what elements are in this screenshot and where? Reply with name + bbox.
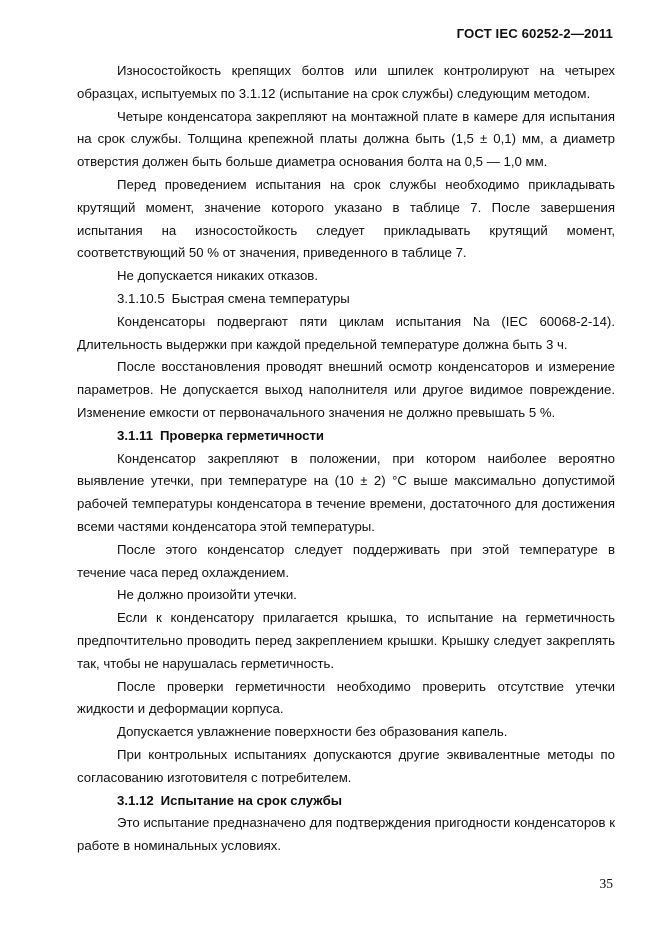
section-heading-3-1-11 [77, 425, 615, 448]
section-number: 3.1.12 [117, 792, 154, 808]
paragraph-no-leak: Не должно произойти утечки. [117, 587, 297, 603]
section-heading-3-1-12 [77, 790, 615, 813]
section-title: Быстрая смена температуры [171, 290, 350, 306]
paragraph-temperature-cycles: Конденсаторы подвергают пяти циклам испытания Na (IEC 60068-2-14). Длительность выдержки при каждой предельной температуре должна быть 3 ч. [77, 313, 615, 352]
document-header [457, 26, 613, 41]
paragraph-equivalent-methods: При контрольных испытаниях допускаются другие эквивалентные методы по согласованию изготовителя с потребителем. [77, 746, 615, 785]
page-number: 35 [599, 876, 613, 891]
paragraph-life-test-purpose: Это испытание предназначено для подтверждения пригодности конденсаторов к работе в номинальных условиях. [77, 815, 615, 854]
paragraph-hold-temperature: После этого конденсатор следует поддерживать при этой температуре в течение часа перед охлаждением. [77, 541, 615, 580]
standard-id: ГОСТ IEC 60252-2—2011 [456, 26, 613, 41]
paragraph-torque: Перед проведением испытания на срок службы необходимо прикладывать крутящий момент, значение которого указано в таблице 7. После завершения испытания на износостойкость следует прикладывать крутящий момент, соответствующий 50 % от значения, приведенного в таблице 7. [77, 176, 615, 261]
paragraph-no-failures: Не допускается никаких отказов. [117, 268, 318, 284]
section-heading-3-1-10-5 [77, 288, 615, 311]
paragraph-after-check: После проверки герметичности необходимо проверить отсутствие утечки жидкости и деформации корпуса. [77, 678, 615, 717]
section-title: Проверка герметичности [159, 427, 325, 443]
section-number: 3.1.11 [117, 427, 153, 443]
paragraph-wear-resistance-intro: Износостойкость крепящих болтов или шпилек контролируют на четырех образцах, испытуемых по 3.1.12 (испытание на срок службы) следующим методом. [77, 63, 615, 101]
paragraph-recovery-inspection: После восстановления проводят внешний осмотр конденсаторов и измерение параметров. Не допускается выход наполнителя или другое видимое повреждение. Изменение емкости от первоначального значения не должно превышать 5 %. [77, 359, 615, 420]
paragraph-cover: Если к конденсатору прилагается крышка, то испытание на герметичность предпочтительно проводить перед закреплением крышки. Крышку следует закреплять так, чтобы не нарушалась герметичность. [77, 610, 615, 671]
paragraph-moisture: Допускается увлажнение поверхности без образования капель. [117, 724, 508, 740]
section-number: 3.1.10.5 [117, 290, 165, 306]
section-title: Испытание на срок службы [160, 792, 343, 808]
paragraph-leak-position: Конденсатор закрепляют в положении, при котором наиболее вероятно выявление утечки, при температуре на (10 ± 2) °С выше максимально допустимой рабочей температуры конденсатора в течение времени, достаточного для достижения всеми частями конденсатора этой температуры. [77, 450, 615, 534]
paragraph-mounting-plate: Четыре конденсатора закрепляют на монтажной плате в камере для испытания на срок службы. Толщина крепежной платы должна быть (1,5 ± 0,1) мм, а диаметр отверстия должен быть больше диаметра основания болта на 0,5 — 1,0 мм. [77, 108, 615, 170]
document-body [77, 60, 615, 858]
